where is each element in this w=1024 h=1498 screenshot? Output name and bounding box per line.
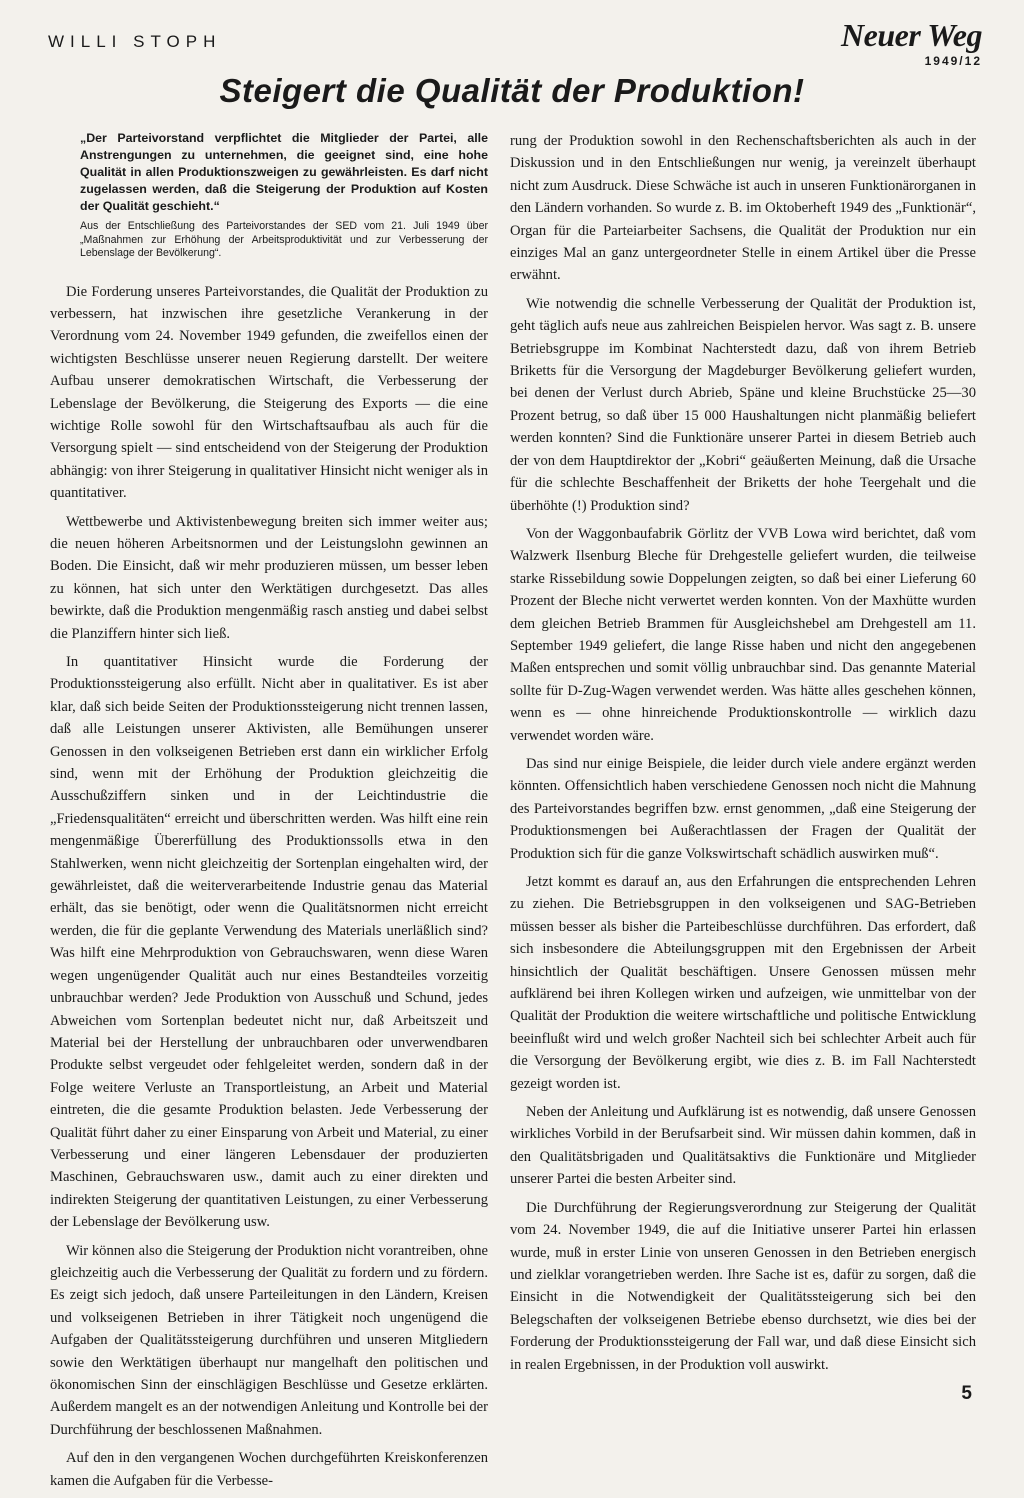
paragraph: Das sind nur einige Beispiele, die leider durch viele andere ergänzt werden könnten. Offensichtlich haben verschiedene Genossen noch nicht die Mahnung des Parteivorstandes begriffen bzw. ernst genommen, „daß eine Steigerung der Produktionsmengen bei Außerachtlassen der Fragen der Qualität der Produktion sich für die ganze Volkswirtschaft schädlich auswirken muß“. bbox=[510, 755, 976, 862]
paragraph-continued: rung der Produktion sowohl in den Rechenschaftsberichten als auch in der Diskussion und in den Entschließungen nur wenig, ja vereinzelt überhaupt nicht zum Ausdruck. Diese Schwäche ist auch in unseren Funktionärorganen in den Ländern vorhanden. So wurde z. B. im Oktoberheft 1949 des „Funktionär“, Organ für die Parteiarbeiter Sachsens, die Qualität der Produktion nur ein einziges Mal an ganz untergeordneter Stelle in einem Artikel über die Presse erwähnt. bbox=[510, 133, 976, 284]
paragraph: Wettbewerbe und Aktivistenbewegung breiten sich immer weiter aus; die neuen höheren Arbeitsnormen und der Leistungslohn gewinnen an Boden. Die Einsicht, daß wir mehr produzieren müssen, um besser leben zu können, hat sich unter den Werktätigen durchgesetzt. Das alles bewirkte, daß die Produktion mengenmäßig rasch anstieg und dabei selbst die Planziffern hinter sich ließ. bbox=[50, 513, 488, 642]
paragraph: Die Durchführung der Regierungsverordnung zur Steigerung der Qualität vom 24. November 1949, die auf die Initiative unserer Partei hin erlassen wurde, muß in erster Linie von unseren Genossen in den Betrieben energisch und zielklar vorangetrieben werden. Ihre Sache ist es, dafür zu sorgen, daß die Einsicht in die Notwendigkeit der Qualitätssteigerung sich bei den Belegschaften der volkseigenen Betriebe ebenso durchsetzt, wie dies bei der Forderung der Produktionssteigerung der Fall war, und daß diese Einsicht sich in realen Ergebnissen, in der Produktion voll auswirkt. bbox=[510, 1199, 976, 1373]
epigraph-source: Aus der Entschließung des Parteivorstandes der SED vom 21. Juli 1949 über „Maßnahmen zur Erhöhung der Arbeitsproduktivität und zur Verbesserung der Lebenslage der Bevölkerung“. bbox=[80, 220, 488, 259]
article-title: Steigert die Qualität der Produktion! bbox=[219, 72, 805, 109]
masthead bbox=[841, 18, 982, 68]
page-number: 5 bbox=[961, 1383, 972, 1404]
paragraph: Jetzt kommt es darauf an, aus den Erfahrungen die entsprechenden Lehren zu ziehen. Die Betriebsgruppen in den volkseigenen und SAG-Betrieben müssen besser als bisher die Parteibeschlüsse durchführen. Das erfordert, daß sich insbesondere die Abteilungsgruppen mit den Ergebnissen der Arbeit hinsichtlich der Qualität beschäftigen. Unsere Genossen müssen mehr aufklärend bei ihren Kollegen wirken und aufzeigen, wie unmittelbar von der Qualität der Produktion die weitere wirtschaftliche und politische Entwicklung beeinflußt wird und welch großer Nachteil sich bei schlechter Arbeit auch für die Versorgung der Bevölkerung ergibt, wie dies z. B. im Fall Nachterstedt gezeigt worden ist. bbox=[510, 874, 976, 1092]
right-column bbox=[510, 130, 976, 1382]
paragraph: In quantitativer Hinsicht wurde die Forderung der Produktionssteigerung also erfüllt. Nicht aber in qualitativer. Es ist aber klar, daß sich beide Seiten der Produktionssteigerung nicht trennen lassen, daß alle Leistungen unserer Aktivisten, alle Bemühungen unserer Genossen in den volkseigenen Betrieben erst dann ein wirklicher Erfolg sind, wenn mit der Erhöhung der Produktion gleichzeitig die Ausschußziffern sinken und in der Leichtindustrie die „Friedensqualitäten“ erreicht und überschritten werden. Was hilft eine rein mengenmäßige Übererfüllung des Produktionssolls etwa in den Stahlwerken, wenn nicht gleichzeitig der Sortenplan eingehalten wird, der gewährleistet, daß die weiterverarbeitende Industrie genau das Material erhält, das sie benötigt, oder wenn die Qualitätsnormen nicht erreicht werden, die für die geplante Verwendung des Materials unerläßlich sind? Was hilft eine Mehrproduktion von Gebrauchswaren, wenn diese Waren wegen ungenügender Qualität auch nur eines Bestandteiles vorzeitig unbrauchbar werden? Jede Produktion von Ausschuß und Schund, jedes Abweichen vom Sortenplan bedeutet nicht nur, daß Arbeitszeit und Material bei der Herstellung der unbrauchbaren oder unverwendbaren Produkte selbst vergeudet oder fehlgeleitet werden, sondern daß in der Folge weitere Verluste an Transportleistung, an Arbeit und Material eintreten, die die gesamte Produktion belasten. Jede Verbesserung der Qualität führt daher zu einer Einsparung von Arbeit und Material, zu einer Verbesserung und einer längeren Lebensdauer der produzierten Maschinen, Gebrauchswaren usw., damit auch zu einer direkten und indirekten Steigerung der quantitativen Leistungen, zu einer Verbesserung der Lebenslage der Bevölkerung usw. bbox=[50, 654, 488, 1231]
paragraph: Von der Waggonbaufabrik Görlitz der VVB Lowa wird berichtet, daß vom Walzwerk Ilsenburg Bleche für Drehgestelle geliefert wurden, die teilweise starke Rissebildung sowie Doppelungen zeigten, so daß bei einer Lieferung 60 Prozent der Bleche nicht verwertet werden konnten. Von der Maxhütte wurden dem gleichen Betrieb Brammen für Ausgleichshebel am Drehgestell am 11. September 1949 geliefert, die lange Risse haben und nicht den angegebenen Maßen entsprechen und somit völlig unbrauchbar sind. Das genannte Material sollte für D-Zug-Wagen verwendet werden. Was hätte alles geschehen können, wenn es — ohne hinreichende Produktionskontrolle — wirklich dazu verwendet worden wäre. bbox=[510, 525, 976, 744]
issue-number: 1949/12 bbox=[924, 54, 982, 68]
paragraph: Neben der Anleitung und Aufklärung ist es notwendig, daß unsere Genossen wirkliches Vorbild in der Berufsarbeit sind. Wir müssen dahin kommen, daß in den Qualitätsbrigaden und Qualitätsaktivs die Funktionäre und Mitglieder unserer Partei die besten Arbeiter sind. bbox=[510, 1104, 976, 1188]
paragraph: Auf den in den vergangenen Wochen durchgeführten Kreiskonferenzen kamen die Aufgaben für die Verbesse- bbox=[50, 1450, 488, 1489]
magazine-logo: Neuer Weg bbox=[841, 17, 982, 53]
author-name: WILLI STOPH bbox=[48, 32, 222, 51]
paragraph: Wir können also die Steigerung der Produktion nicht vorantreiben, ohne gleichzeitig auch die Verbesserung der Qualität zu fordern und zu fördern. Es zeigt sich jedoch, daß unsere Parteileitungen in den Ländern, Kreisen und volkseigenen Betrieben in ihrer Tätigkeit noch ungenügend die Aufgaben der Qualitätssteigerung durchführen und unseren Mitgliedern sowie den Werktätigen überhaupt nur mangelhaft den politischen und ökonomischen Sinn der einschlägigen Beschlüsse und Gesetze erklärten. Außerdem mangelt es an der notwendigen Anleitung und Kontrolle bei der Durchführung der beschlossenen Maßnahmen. bbox=[50, 1242, 488, 1438]
left-column bbox=[50, 130, 488, 1498]
paragraph: Wie notwendig die schnelle Verbesserung der Qualität der Produktion ist, geht täglich aufs neue aus zahlreichen Beispielen hervor. Was sagt z. B. unsere Betriebsgruppe im Kombinat Nachterstedt dazu, daß von ihrem Betrieb Briketts für die Versorgung der Magdeburger Bevölkerung geliefert wurden, bei denen der Verlust durch Abrieb, Späne und kleine Bruchstücke 25—30 Prozent betrug, so daß über 15 000 Haushaltungen nicht planmäßig beliefert werden konnten? Sind die Funktionäre unserer Partei in diesem Betrieb auch der von dem Hauptdirektor der „Kobri“ geäußerten Meinung, daß die Ursache für die schlechte Beschaffenheit der Briketts der hohe Teergehalt und die überhöhte (!) Produktion sind? bbox=[510, 295, 976, 514]
paragraph: Die Forderung unseres Parteivorstandes, die Qualität der Produktion zu verbessern, hat inzwischen ihre gesetzliche Verankerung in der Verordnung vom 24. November 1949 gefunden, die zweifellos einen der wichtigsten Beschlüsse unserer neuen Regierung darstellt. Der weitere Aufbau unserer demokratischen Wirtschaft, die Verbesserung der Lebenslage der Bevölkerung, die Steigerung des Exports — die eine wichtige Rolle sowohl für den Wirtschaftsaufbau als auch für die Versorgung spielt — sind entscheidend von der Steigerung der Produktion abhängig: von ihrer Steigerung in qualitativer Hinsicht nicht weniger als in quantitativer. bbox=[50, 283, 488, 502]
epigraph-quote: „Der Parteivorstand verpflichtet die Mitglieder der Partei, alle Anstrengungen zu unternehmen, die geeignet sind, eine hohe Qualität in allen Produktionszweigen zu gewährleisten. Es darf nicht zugelassen werden, daß die Steigerung der Produktion auf Kosten der Qualität geschieht.“ bbox=[80, 131, 488, 213]
